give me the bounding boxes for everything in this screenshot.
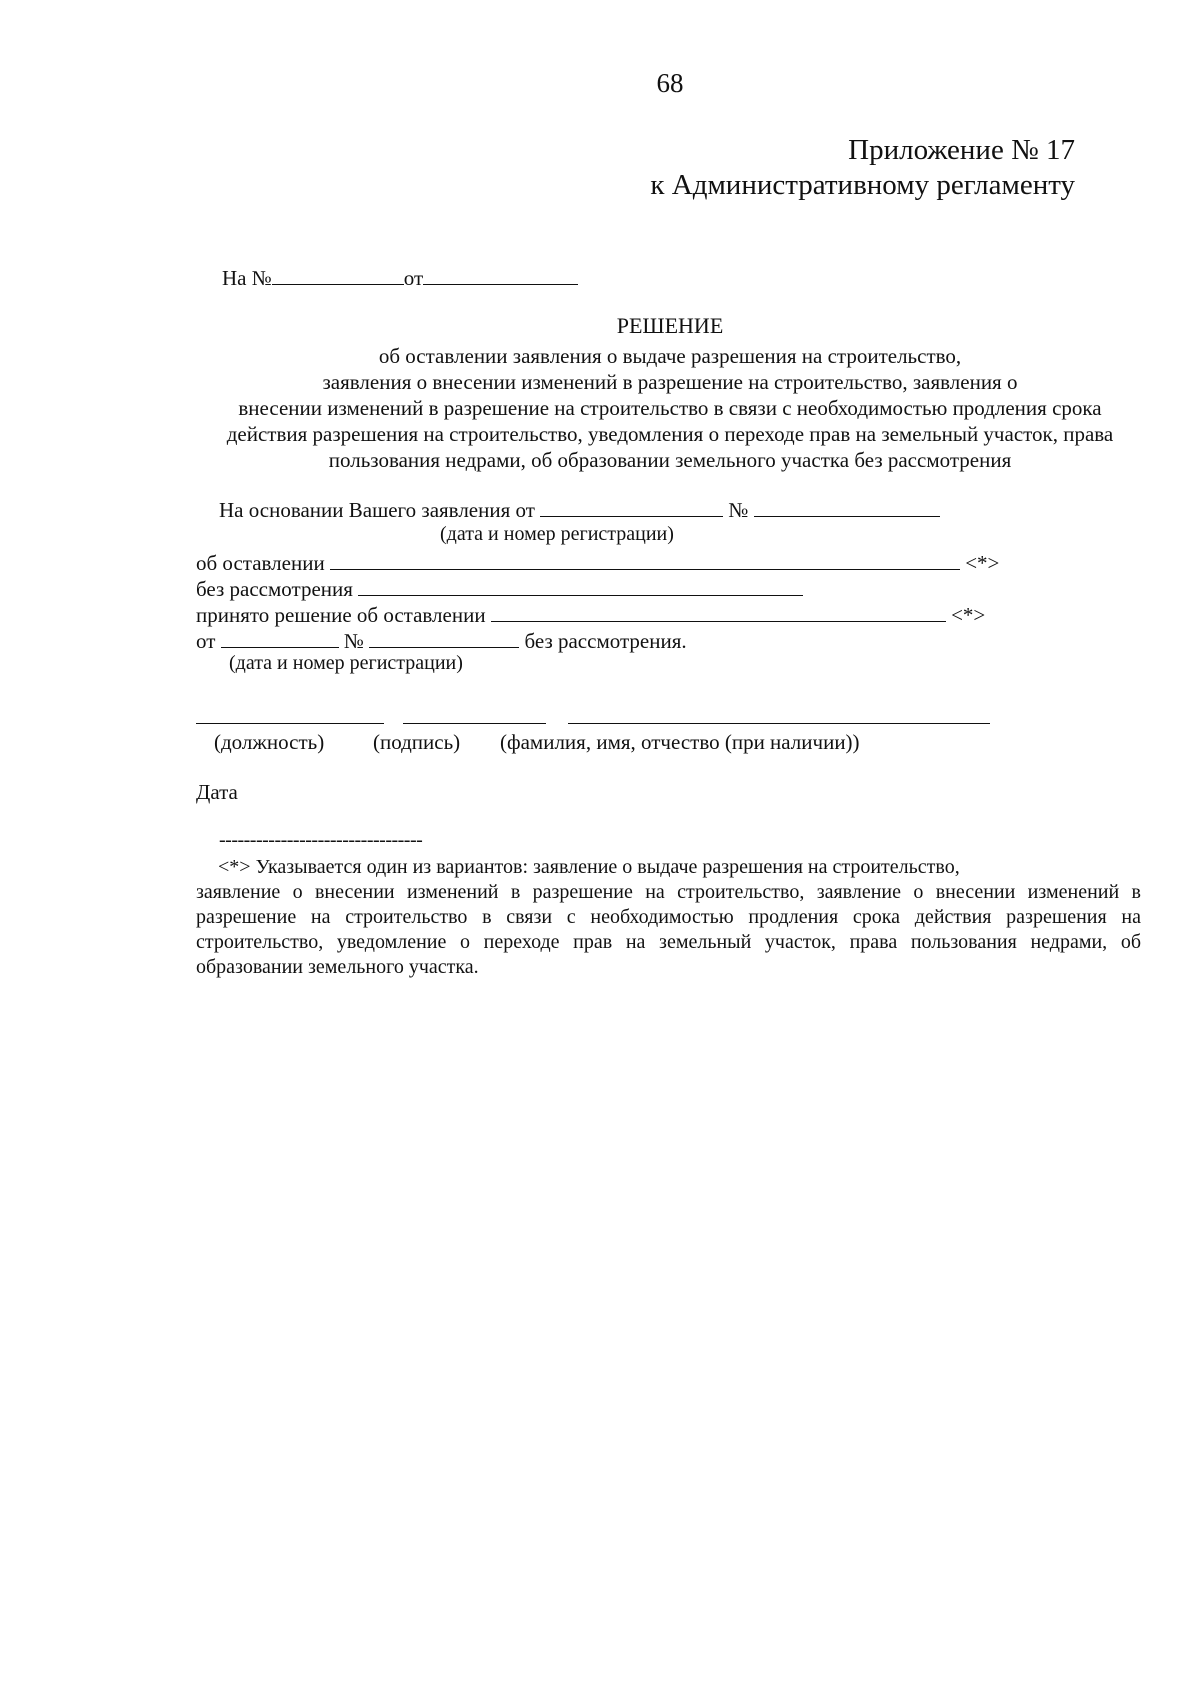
appendix-header bbox=[650, 133, 1075, 203]
footnote-mark: <*> bbox=[951, 603, 986, 627]
leave-line bbox=[196, 549, 999, 576]
without-review-field[interactable] bbox=[358, 575, 803, 596]
footnote-text: заявление о внесении изменений в разрешение на строительство, заявление о внесении изменений в разрешение на строительство в связи с необходимостью продления срока действия разрешения на строительство, уведомление о переходе прав на земельный участок, права пользования недрами, об образовании земельного участка. bbox=[196, 881, 1141, 978]
ref-number-field[interactable] bbox=[272, 264, 404, 285]
leave-label: об оставлении bbox=[196, 551, 325, 575]
appendix-title: Приложение № 17 bbox=[848, 134, 1075, 166]
leave-subject-field[interactable] bbox=[330, 549, 960, 570]
full-name-line[interactable] bbox=[568, 723, 990, 724]
footnote-text-first: Указывается один из вариантов: заявление о выдаче разрешения на строительство, bbox=[255, 856, 960, 878]
full-name-caption: (фамилия, имя, отчество (при наличии)) bbox=[500, 730, 860, 754]
application-date-field[interactable] bbox=[540, 496, 723, 517]
page-number: 68 bbox=[656, 68, 684, 98]
ref-number-label: На № bbox=[222, 266, 272, 290]
title-line: действия разрешения на строительство, уведомления о переходе прав на земельный участок, права bbox=[226, 422, 1114, 446]
document-title bbox=[0, 313, 1200, 473]
title-line: пользования недрами, об образовании земельного участка без рассмотрения bbox=[328, 448, 1012, 472]
signature-caption: (подпись) bbox=[373, 730, 461, 754]
without-review-label: без рассмотрения bbox=[196, 577, 353, 601]
position-line[interactable] bbox=[196, 723, 384, 724]
footnote-first-line bbox=[196, 855, 1141, 880]
date-label: Дата bbox=[196, 780, 238, 804]
footnote-separator: --------------------------------- bbox=[219, 829, 423, 851]
decision-text: принято решение об оставлении bbox=[196, 603, 486, 627]
ref-date-label: от bbox=[403, 266, 424, 290]
basis-text: На основании Вашего заявления от bbox=[219, 498, 535, 522]
decision-number-label: № bbox=[343, 629, 364, 653]
footnote-mark: <*> bbox=[218, 856, 251, 878]
decision-line bbox=[196, 601, 985, 628]
without-review-end: без рассмотрения. bbox=[524, 629, 687, 653]
decision-date-label: от bbox=[196, 629, 216, 653]
footnote-mark: <*> bbox=[965, 551, 1000, 575]
decision-heading: РЕШЕНИЕ bbox=[616, 313, 724, 338]
basis-line bbox=[219, 496, 940, 523]
reference-line bbox=[222, 264, 578, 291]
footnote bbox=[196, 855, 1141, 980]
without-review-line bbox=[196, 575, 803, 602]
date-reg-note: (дата и номер регистрации) bbox=[229, 652, 463, 674]
decision-ref-line bbox=[196, 627, 687, 654]
decision-number-field[interactable] bbox=[369, 627, 519, 648]
title-line: об оставлении заявления о выдаче разрешения на строительство, bbox=[378, 344, 962, 368]
signature-line[interactable] bbox=[403, 723, 546, 724]
decision-subject-field[interactable] bbox=[491, 601, 946, 622]
decision-date-field[interactable] bbox=[221, 627, 339, 648]
title-line: внесении изменений в разрешение на строительство в связи с необходимостью продления срока bbox=[238, 396, 1102, 420]
application-number-label: № bbox=[728, 498, 749, 522]
date-reg-note: (дата и номер регистрации) bbox=[440, 523, 674, 545]
ref-date-field[interactable] bbox=[423, 264, 578, 285]
appendix-subtitle: к Административному регламенту bbox=[650, 169, 1075, 201]
application-number-field[interactable] bbox=[754, 496, 940, 517]
position-caption: (должность) bbox=[214, 730, 325, 754]
title-line: заявления о внесении изменений в разрешение на строительство, заявления о bbox=[322, 370, 1018, 394]
